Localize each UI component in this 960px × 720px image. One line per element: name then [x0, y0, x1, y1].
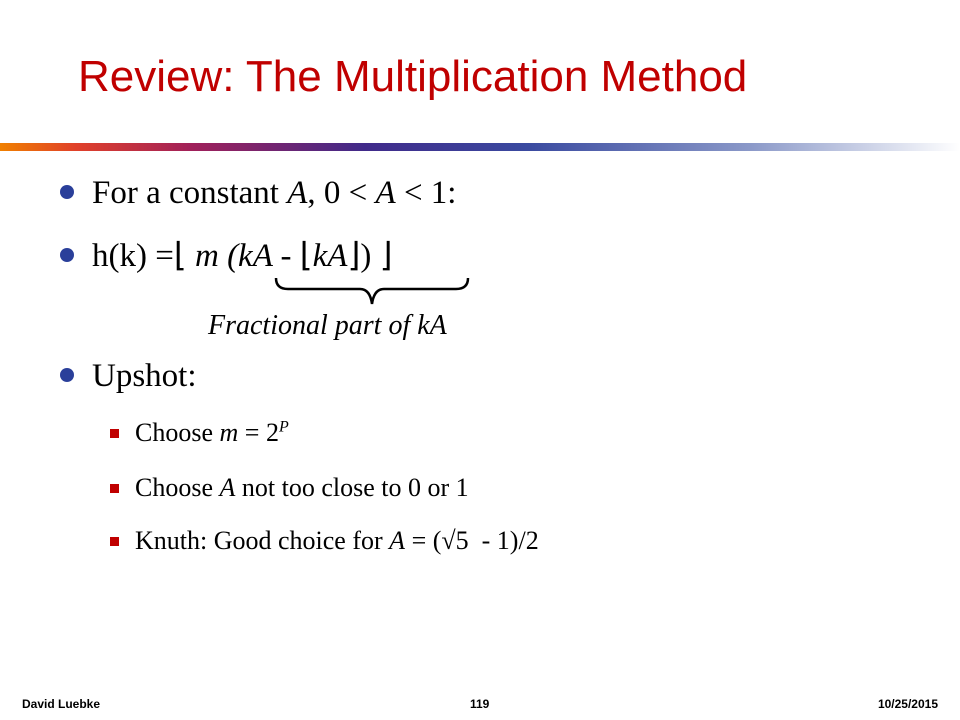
- floor-left-glyph: ⌊: [173, 238, 187, 274]
- subbullet-square-icon: [110, 484, 119, 493]
- subbullet-choose-a: [110, 473, 469, 503]
- slide-title: Review: The Multiplication Method: [78, 52, 748, 101]
- bullet-text: A: [287, 175, 308, 211]
- subbullet-text: Choose: [135, 418, 220, 447]
- bullet-dot-icon: [60, 185, 74, 199]
- subbullet-text: A: [389, 526, 406, 555]
- footer-author: David Luebke: [22, 697, 101, 711]
- floor-left-glyph: ⌊: [299, 238, 313, 274]
- footer-date: 10/25/2015: [877, 697, 938, 711]
- subbullet-text: Knuth: Good choice for: [135, 526, 390, 555]
- subbullet-text: = 2: [238, 418, 279, 447]
- bullet-dot-icon: [60, 248, 74, 262]
- subbullet-text: not too close to 0 or 1: [235, 473, 469, 502]
- formula-text: kA: [312, 238, 348, 274]
- bullet-dot-icon: [60, 368, 74, 382]
- bullet-text: < 1:: [395, 175, 457, 211]
- bullet-hash-formula: [60, 235, 392, 275]
- subbullet-text: A: [219, 473, 236, 502]
- subbullet-text: Choose: [135, 473, 220, 502]
- bullet-text: Upshot:: [92, 358, 197, 394]
- bullet-text: A: [375, 175, 396, 211]
- bullet-text: For a constant: [92, 175, 288, 211]
- subbullet-square-icon: [110, 429, 119, 438]
- subbullet-choose-m: [110, 418, 289, 448]
- formula-text: (kA -: [227, 238, 300, 274]
- subbullet-knuth: [110, 526, 539, 556]
- footer-page-number: 119: [470, 697, 490, 711]
- bullet-constant: [60, 175, 456, 212]
- formula-text: m: [186, 238, 228, 274]
- bullet-upshot: [60, 358, 197, 395]
- bullet-text: , 0 <: [307, 175, 376, 211]
- formula-text: h(k) =: [92, 238, 174, 274]
- superscript-text: P: [278, 418, 289, 436]
- subbullet-square-icon: [110, 537, 119, 546]
- subbullet-text: = (√5 - 1)/2: [405, 526, 539, 555]
- floor-right-glyph: ⌋: [347, 238, 361, 274]
- formula-text: ): [360, 238, 372, 274]
- brace-annotation: Fractional part of kA: [208, 310, 447, 341]
- floor-right-glyph: ⌋: [371, 238, 393, 274]
- subbullet-text: m: [219, 418, 239, 447]
- underbrace-icon: [272, 276, 472, 308]
- title-divider: [0, 143, 960, 151]
